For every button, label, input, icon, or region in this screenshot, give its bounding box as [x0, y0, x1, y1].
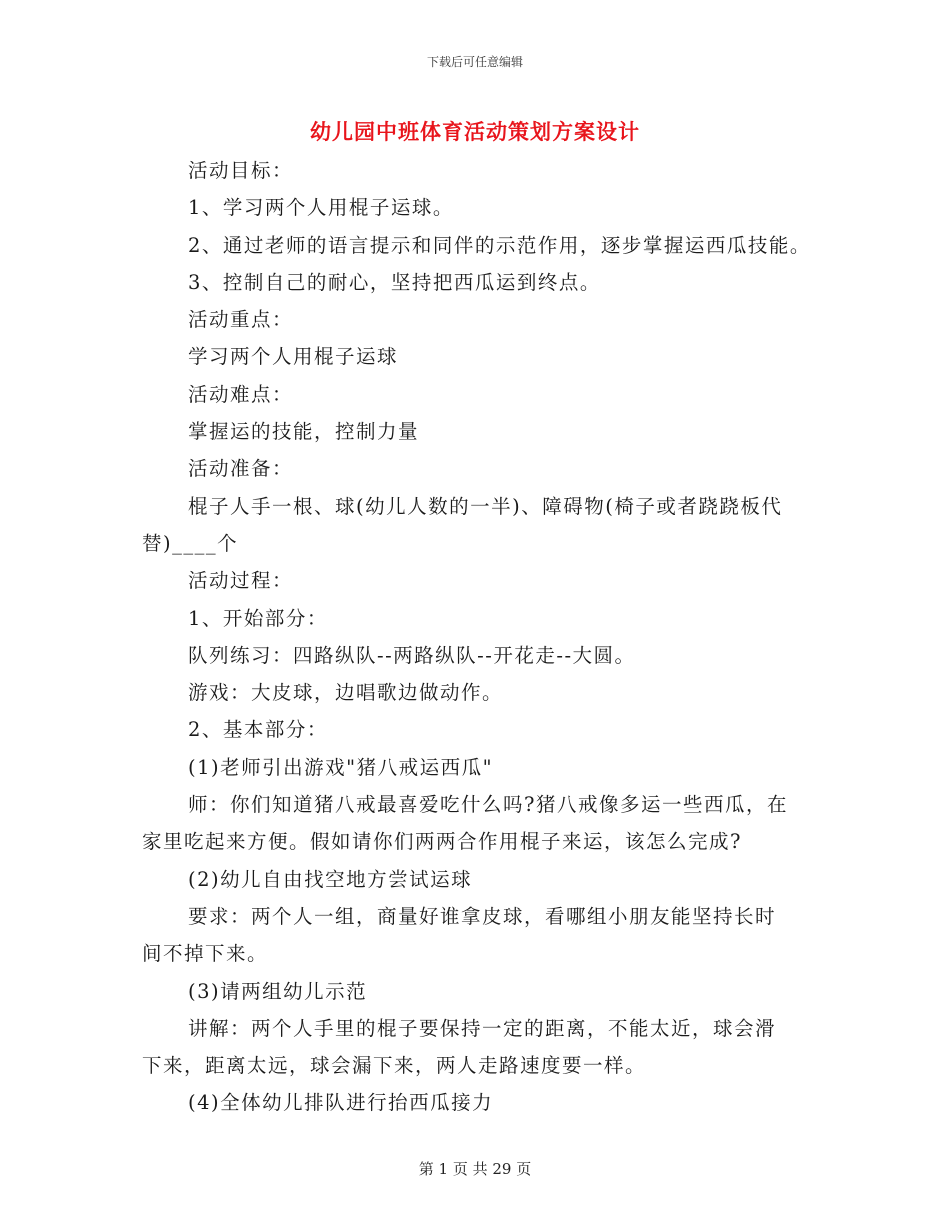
text-line: 学习两个人用棍子运球 [188, 345, 399, 369]
header-note: 下载后可任意编辑 [426, 55, 523, 69]
text-line: 2、基本部分： [188, 718, 328, 742]
text-line: 家里吃起来方便。假如请你们两两合作用棍子来运，该怎么完成? [142, 830, 742, 854]
text-line: 棍子人手一根、球(幼儿人数的一半)、障碍物(椅子或者跷跷板代 [188, 494, 783, 518]
text-line: 掌握运的技能，控制力量 [188, 420, 420, 444]
text-line: 要求：两个人一组，商量好谁拿皮球，看哪组小朋友能坚持长时 [188, 904, 777, 928]
text-line: 2、通过老师的语言提示和同伴的示范作用，逐步掌握运西瓜技能。 [188, 233, 811, 257]
text-line: 活动难点： [188, 382, 294, 406]
text-line: 间不掉下来。 [142, 942, 269, 966]
text-line: 活动重点： [188, 308, 294, 332]
text-line: 队列练习：四路纵队--两路纵队--开花走--大圆。 [188, 643, 636, 667]
text-line: (4)全体幼儿排队进行抬西瓜接力 [188, 1091, 494, 1115]
text-line: 活动目标： [188, 159, 294, 182]
text-line: 3、控制自己的耐心，坚持把西瓜运到终点。 [188, 270, 601, 294]
page-footer: 第 1 页 共 29 页 [418, 1160, 532, 1178]
text-line: 活动准备： [188, 457, 294, 481]
text-line: (1)老师引出游戏"猪八戒运西瓜" [188, 755, 494, 779]
document-title: 幼儿园中班体育活动策划方案设计 [310, 119, 640, 144]
text-line: 师：你们知道猪八戒最喜爱吃什么吗?猪八戒像多运一些西瓜，在 [188, 793, 788, 817]
text-line: 下来，距离太远，球会漏下来，两人走路速度要一样。 [142, 1054, 647, 1078]
text-line: 替)____个 [142, 531, 239, 555]
text-line: 活动过程： [188, 569, 294, 593]
text-line: 讲解：两个人手里的棍子要保持一定的距离，不能太近，球会滑 [188, 1016, 777, 1040]
text-line: (3)请两组幼儿示范 [188, 979, 368, 1003]
text-line: (2)幼儿自由找空地方尝试运球 [188, 867, 473, 891]
document-body [142, 152, 822, 1122]
text-line: 1、开始部分： [188, 606, 328, 630]
text-line: 游戏：大皮球，边唱歌边做动作。 [188, 681, 504, 705]
text-line: 1、学习两个人用棍子运球。 [188, 196, 454, 220]
